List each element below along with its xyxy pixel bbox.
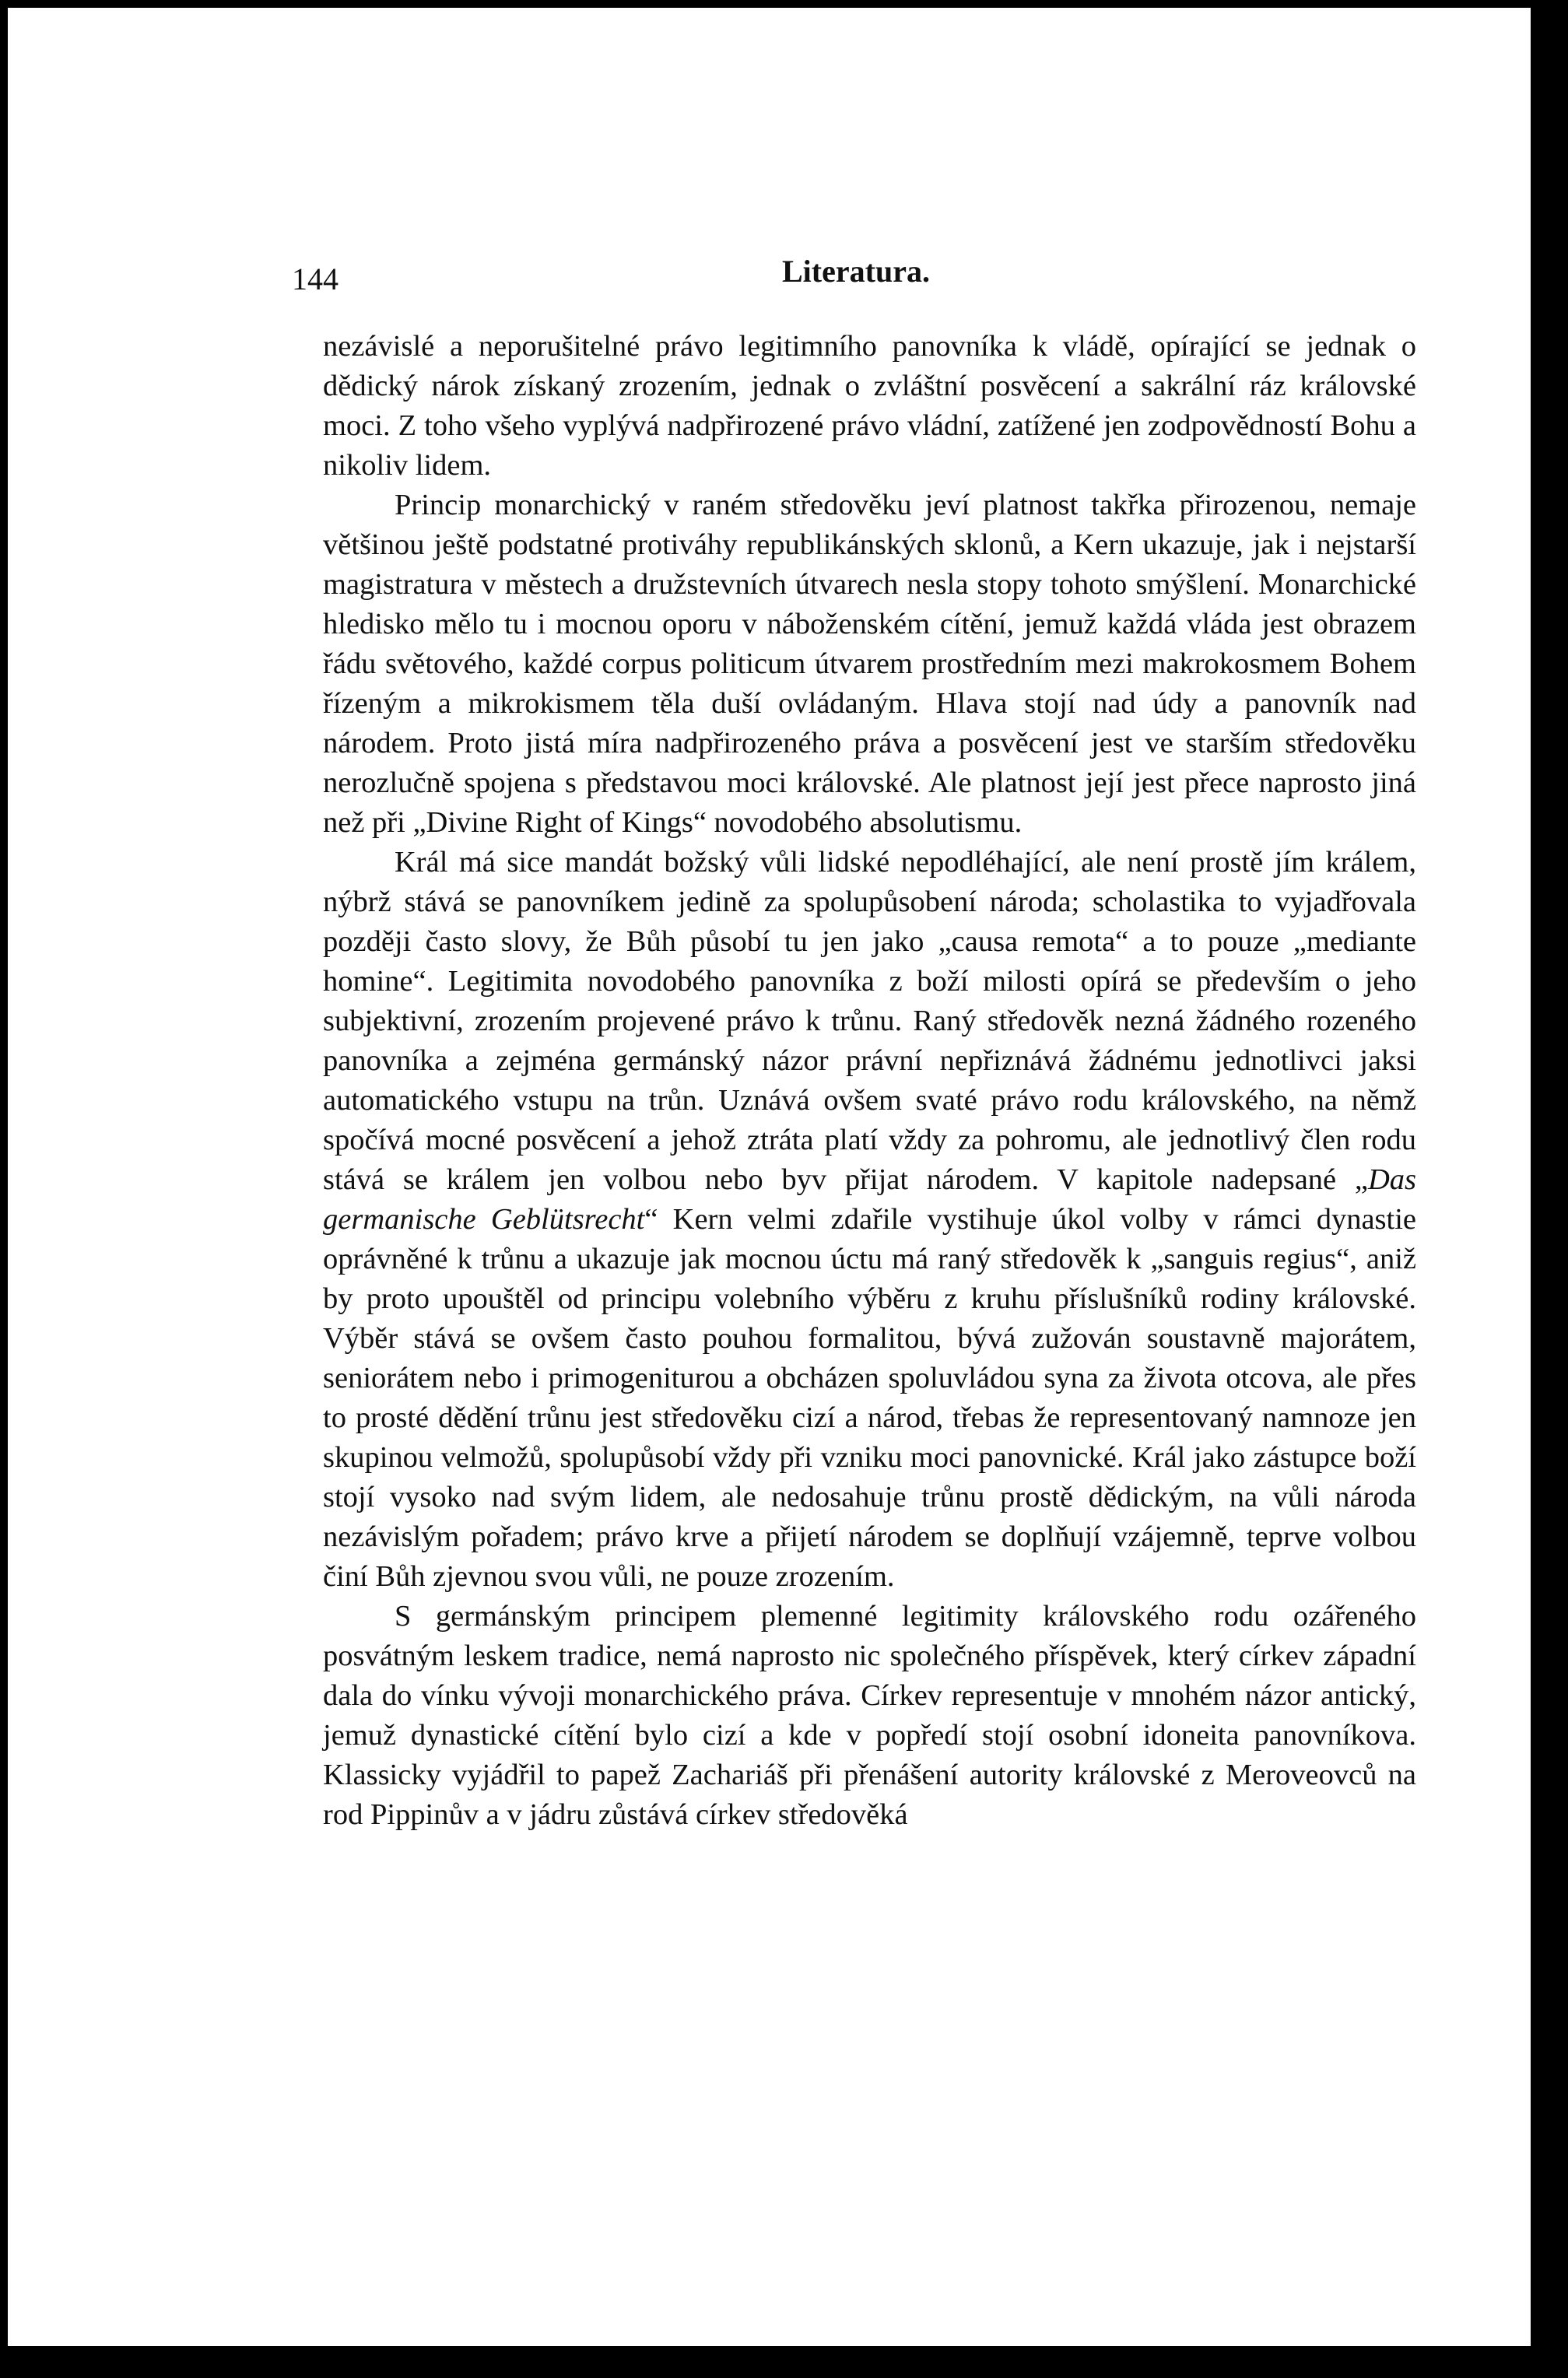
- paragraph-text: nezávislé a neporušitelné právo legitimního panovníka k vládě, opírající se jednak o dědický nárok získaný zrozením, jednak o zvláštní posvěcení a sakrální ráz královské moci. Z toho všeho vyplývá nadpřirozené právo vládní, zatížené jen zodpovědností Bohu a nikoliv lidem.: [323, 330, 1416, 482]
- paragraph-text: Princip monarchický v raném středověku jeví platnost takřka přirozenou, nemaje většinou ještě podstatné protiváhy republikánských sklonů, a Kern ukazuje, jak i nejstarší magistratura v městech a družstevních útvarech nesla stopy tohoto smýšlení. Monarchické hledisko mělo tu i mocnou oporu v náboženském cítění, jemuž každá vláda jest obrazem řádu světového, každé corpus politicum útvarem prostředním mezi makrokosmem Bohem řízeným a mikrokismem těla duší ovládaným. Hlava stojí nad údy a panovník nad národem. Proto jistá míra nadpřirozeného práva a posvěcení jest ve starším středověku nerozlučně spojena s představou moci královské. Ale platnost její jest přece naprosto jiná než při „Divine Right of Kings“ novodobého absolutismu.: [323, 489, 1416, 839]
- paragraph-text: “ Kern velmi zdařile vystihuje úkol volby v rámci dynastie oprávněné k trůnu a ukazuje jak mocnou úctu má raný středověk k „sanguis regius“, aniž by proto upouštěl od principu volebního výběru z kruhu příslušníků rodiny královské. Výběr stává se ovšem často pouhou formalitou, bývá zužován soustavně majorátem, seniorátem nebo i primogeniturou a obcházen spoluvládou syna za života otcova, ale přes to prosté dědění trůnu jest středověku cizí a národ, třebas že representovaný namnoze jen skupinou velmožů, spolupůsobí vždy při vzniku moci panovnické. Král jako zástupce boží stojí vysoko nad svým lidem, ale nedosahuje trůnu prostě dědickým, na vůli národa nezávislým pořadem; právo krve a přijetí národem se doplňují vzájemně, teprve volbou činí Bůh zjevnou svou vůli, ne pouze zrozením.: [323, 1203, 1417, 1593]
- italic-title: Das germanische Geblütsrecht: [323, 1163, 1416, 1236]
- body-text: [323, 327, 1416, 1835]
- paragraph-text: S germánským principem plemenné legitimity královského rodu ozářeného posvátným leskem tradice, nemá naprosto nic společného příspěvek, který církev západní dala do vínku vývoji monarchického práva. Církev representuje v mnohém názor antický, jemuž dynastické cítění bylo cizí a kde v popředí stojí osobní idoneita panovníkova. Klassicky vyjádřil to papež Zachariáš při přenášení autority královské z Meroveovců na rod Pippinův a v jádru zůstává církev středověká: [323, 1600, 1416, 1831]
- page-number: 144: [292, 261, 339, 296]
- running-title: Literatura.: [782, 254, 930, 289]
- paragraph-2: [323, 486, 1416, 843]
- paragraph-3: [323, 843, 1416, 1597]
- paragraph-1: [323, 327, 1416, 486]
- running-head: [292, 253, 1420, 300]
- paragraph-4: [323, 1597, 1416, 1835]
- book-page: [8, 8, 1531, 2346]
- paragraph-text: Král má sice mandát božský vůli lidské nepodléhající, ale není prostě jím králem, nýbrž stává se panovníkem jedině za spolupůsobení národa; scholastika to vyjadřovala později často slovy, že Bůh působí tu jen jako „causa remota“ a to pouze „mediante homine“. Legitimita novodobého panovníka z boží milosti opírá se především o jeho subjektivní, zrozením projevené právo k trůnu. Raný středověk nezná žádného rozeného panovníka a zejména germánský názor právní nepřiznává žádnému jednotlivci jaksi automatického vstupu na trůn. Uznává ovšem svaté právo rodu královského, na němž spočívá mocné posvěcení a jehož ztráta platí vždy za pohromu, ale jednotlivý člen rodu stává se králem jen volbou nebo byv přijat národem. V kapitole nadepsané „: [323, 846, 1416, 1196]
